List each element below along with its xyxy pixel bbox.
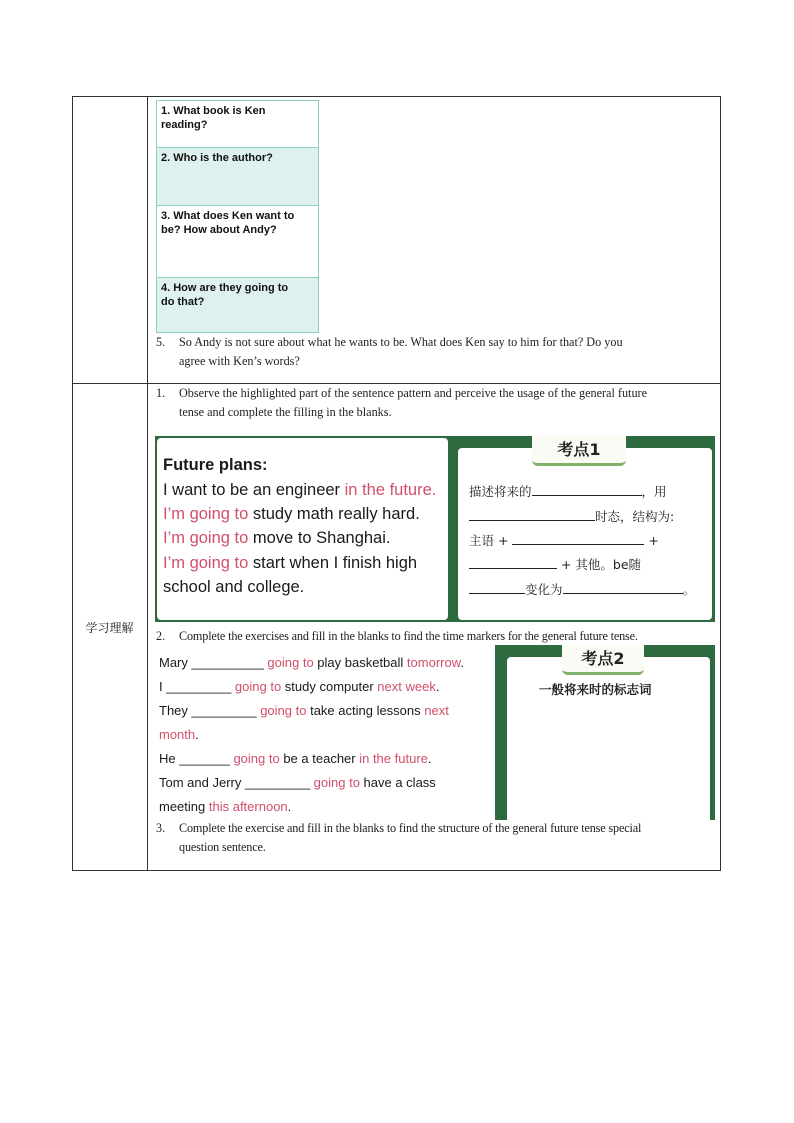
note-line-5: 变化为 。 (469, 580, 695, 598)
sentence-1: I want to be an engineer in the future. (163, 481, 437, 499)
note-line-3: 主语 + + (469, 533, 659, 548)
column-divider (147, 96, 148, 871)
note-line-2: 时态，结构为: (469, 507, 674, 525)
exercise-line: He _______ going to be a teacher in the future. (159, 751, 432, 766)
exercise-line: Mary __________ going to play basketball tomorrow. (159, 655, 465, 670)
sentence-3: I’m going to move to Shanghai. (163, 529, 391, 547)
blank[interactable] (563, 580, 683, 594)
question-cell: 1. What book is Ken reading? (157, 101, 318, 148)
sentence-5: school and college. (163, 578, 305, 596)
exercise-line: Tom and Jerry _________ going to have a class (159, 775, 436, 790)
question-cell: 4. How are they going to do that? (157, 278, 318, 332)
row-label: 学习理解 (85, 621, 134, 635)
blank[interactable] (532, 482, 642, 496)
note-line-4: + 其他。be随 (469, 555, 641, 573)
sentence-2: I’m going to study math really hard. (163, 505, 420, 523)
slide-1-tab: 考点1 (532, 436, 626, 466)
blank[interactable] (469, 580, 525, 594)
slide-2-subtitle: 一般将来时的标志词 (539, 682, 652, 697)
exercise-line: month. (159, 727, 199, 742)
exercise-line: I _________ going to study computer next week. (159, 679, 440, 694)
exercise-line: They _________ going to take acting lessons next (159, 703, 449, 718)
sentence-4: I’m going to start when I finish high (163, 554, 418, 572)
blank[interactable] (469, 507, 595, 521)
blank[interactable] (469, 555, 557, 569)
question-cell: 3. What does Ken want to be? How about Andy? (157, 206, 318, 278)
question-table (156, 100, 319, 333)
note-line-1: 描述将来的 ，用 (469, 484, 667, 499)
slide-2-tab: 考点2 (562, 645, 644, 675)
question-cell: 2. Who is the author? (157, 148, 318, 206)
exercise-line: meeting this afternoon. (159, 799, 292, 814)
blank[interactable] (512, 531, 644, 545)
future-plans-heading: Future plans: (163, 456, 268, 474)
